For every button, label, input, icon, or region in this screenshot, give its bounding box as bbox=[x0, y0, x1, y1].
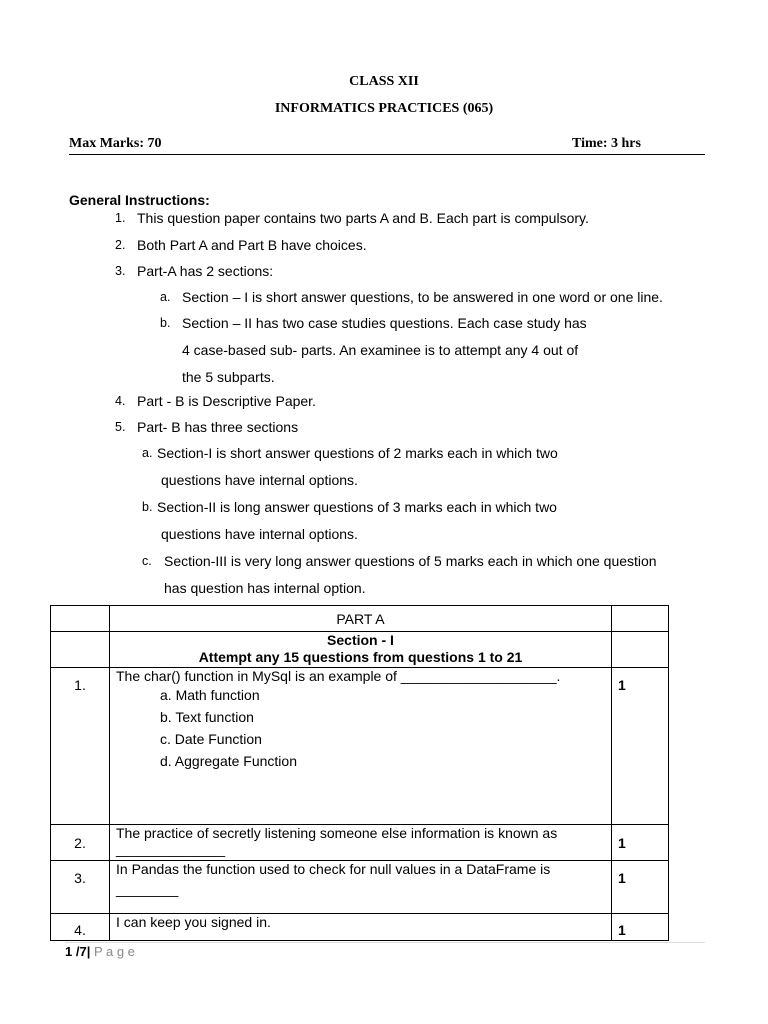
instruction-subletter: a. bbox=[160, 290, 171, 304]
question-marks: 1 bbox=[612, 668, 669, 825]
instruction-subitem-cont: questions have internal options. bbox=[161, 472, 358, 488]
instruction-subitem: Section-II is long answer questions of 3 marks each in which two bbox=[157, 499, 557, 515]
section-heading-cell bbox=[110, 632, 612, 668]
table-row bbox=[51, 825, 669, 861]
instruction-subitem-cont: has question has internal option. bbox=[164, 580, 366, 596]
instruction-item: This question paper contains two parts A and B. Each part is compulsory. bbox=[137, 210, 589, 226]
question-cell bbox=[110, 861, 612, 914]
question-text: In Pandas the function used to check for null values in a DataFrame is bbox=[116, 861, 551, 877]
question-text: The char() function in MySql is an example of ____________________. bbox=[116, 668, 561, 684]
footer-rule bbox=[65, 942, 705, 943]
instructions-heading: General Instructions: bbox=[69, 192, 210, 208]
table-row bbox=[51, 606, 669, 632]
instruction-subletter: a. bbox=[142, 446, 153, 460]
instruction-subitem-cont: the 5 subparts. bbox=[182, 369, 275, 385]
table-row bbox=[51, 914, 669, 941]
table-row bbox=[51, 861, 669, 914]
instruction-item: Part - B is Descriptive Paper. bbox=[137, 393, 316, 409]
instruction-number: 2. bbox=[115, 238, 126, 252]
time-allowed: Time: 3 hrs bbox=[572, 136, 641, 151]
instruction-subletter: b. bbox=[160, 316, 171, 330]
question-marks: 1 bbox=[612, 825, 669, 861]
instruction-number: 1. bbox=[115, 211, 126, 225]
question-marks: 1 bbox=[612, 914, 669, 941]
option: d. Aggregate Function bbox=[160, 753, 297, 769]
table-cell bbox=[612, 606, 669, 632]
question-number: 1. bbox=[51, 668, 110, 825]
part-heading: PART A bbox=[110, 606, 612, 632]
question-blank: ________ bbox=[116, 881, 179, 897]
instruction-number: 5. bbox=[115, 420, 126, 434]
questions-table bbox=[50, 605, 669, 941]
question-cell bbox=[110, 914, 612, 941]
page-number: 1 /7 bbox=[65, 944, 87, 959]
attempt-instruction: Attempt any 15 questions from questions 1 to 21 bbox=[198, 649, 523, 665]
instruction-subletter: b. bbox=[142, 500, 153, 514]
instruction-number: 4. bbox=[115, 394, 126, 408]
instruction-subitem-cont: questions have internal options. bbox=[161, 526, 358, 542]
instruction-item: Part- B has three sections bbox=[137, 419, 299, 435]
instruction-subitem: Section – II has two case studies questions. Each case study has bbox=[182, 315, 587, 331]
question-blank: ______________ bbox=[116, 841, 226, 857]
option: c. Date Function bbox=[160, 731, 262, 747]
instruction-subitem-cont: 4 case-based sub- parts. An examinee is to attempt any 4 out of bbox=[182, 342, 579, 358]
instruction-subitem: Section – I is short answer questions, to be answered in one word or one line. bbox=[182, 289, 663, 305]
option: a. Math function bbox=[160, 687, 260, 703]
question-number: 2. bbox=[51, 825, 110, 861]
question-marks: 1 bbox=[612, 861, 669, 914]
class-title: CLASS XII bbox=[349, 74, 419, 89]
instruction-item: Part-A has 2 sections: bbox=[137, 263, 274, 279]
page-label: P a g e bbox=[93, 944, 135, 959]
question-number: 4. bbox=[51, 914, 110, 941]
table-row bbox=[51, 668, 669, 825]
question-number: 3. bbox=[51, 861, 110, 914]
page-footer bbox=[65, 944, 135, 959]
table-cell bbox=[612, 632, 669, 668]
section-heading: Section - I bbox=[327, 632, 394, 648]
header-rule bbox=[69, 154, 705, 155]
table-row bbox=[51, 632, 669, 668]
instruction-subitem: Section-III is very long answer questions of 5 marks each in which one question bbox=[164, 553, 657, 569]
table-cell bbox=[51, 632, 110, 668]
question-text: I can keep you signed in. bbox=[116, 914, 271, 930]
instruction-subletter: c. bbox=[142, 554, 152, 568]
question-text: The practice of secretly listening someone else information is known as bbox=[116, 825, 558, 841]
question-cell bbox=[110, 668, 612, 825]
footer-separator: | bbox=[86, 944, 91, 959]
max-marks: Max Marks: 70 bbox=[69, 136, 162, 151]
option: b. Text function bbox=[160, 709, 254, 725]
instruction-item: Both Part A and Part B have choices. bbox=[137, 237, 367, 253]
instruction-number: 3. bbox=[115, 264, 126, 278]
question-cell bbox=[110, 825, 612, 861]
instruction-subitem: Section-I is short answer questions of 2 marks each in which two bbox=[157, 445, 558, 461]
subject-title: INFORMATICS PRACTICES (065) bbox=[274, 101, 494, 116]
table-cell bbox=[51, 606, 110, 632]
